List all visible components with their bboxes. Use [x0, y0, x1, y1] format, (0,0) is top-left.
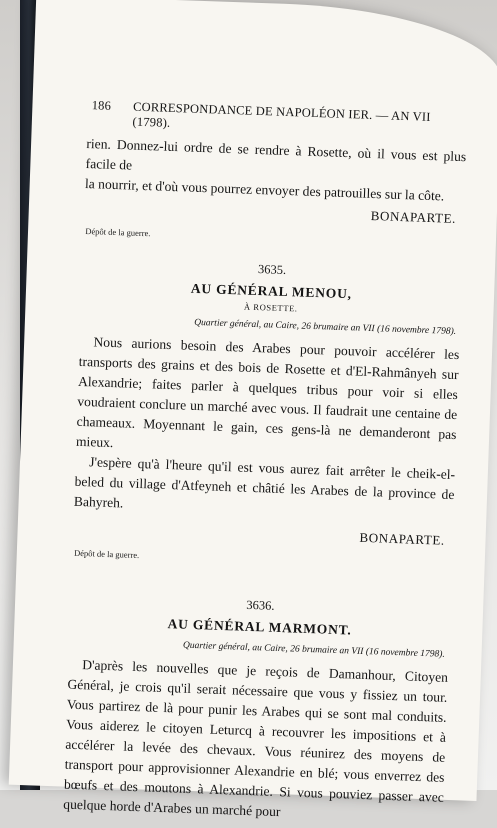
signature-top: BONAPARTE.: [370, 207, 457, 226]
letter-number-3636: 3636.: [246, 597, 275, 613]
letter1-paragraph-1: Nous aurions besoin des Arabes pour pouvoir accélérer les transports des grains et des bois de Rosette et d'El-Rahmânyeh sur Alexandrie; faites parler à quelques tribus pour voir si elles voudraient conclure un marché avec vous. Il faudrait une centaine de chameaux. Moyennant le gain, ces gens-là ne demanderont pas mieux.: [75, 334, 460, 451]
dateline-3636: Quartier général, au Caire, 26 brumaire an VII (16 novembre 1798).: [182, 640, 445, 660]
addressee-marmont: AU GÉNÉRAL MARMONT.: [167, 616, 352, 638]
addressee-menou: AU GÉNÉRAL MENOU,: [190, 280, 353, 302]
place-rosette: À ROSETTE.: [243, 301, 298, 314]
page-number: 186: [91, 98, 112, 113]
header-title: CORRESPONDANCE DE NAPOLÉON IER. — AN VII (1798).: [132, 99, 431, 130]
letter2-paragraph: D'après les nouvelles que je reçois de Damanhour, Citoyen Général, je crois qu'il serait nécessaire que vous y fissiez un tour. Vous partirez de là pour punir les Arabes qui se sont mal conduits. Vous aiderez le citoyen Leturcq à recouvrer les impositions et à accélérer la levée des chevaux. Vous réunirez des moyens de transport pour approvisionner Alexandrie en blé; vous enverrez des bœufs et des moutons à Alexandrie. Si vous pouviez passer avec quelque horde d'Arabes un marché pour: [63, 657, 449, 820]
signature-3635: BONAPARTE.: [359, 529, 446, 548]
source-note-3635: Dépôt de la guerre.: [73, 547, 140, 561]
dateline-3635: Quartier général, au Caire, 26 brumaire an VII (16 novembre 1798).: [194, 317, 457, 337]
top-line-1: rien. Donnez-lui ordre de se rendre à Rosette, où il vous est plus facile de: [85, 135, 467, 173]
top-line-2: la nourrir, et d'où vous pourrez envoyer des patrouilles sur la côte.: [84, 175, 445, 204]
source-note-top: Dépôt de la guerre.: [85, 225, 151, 239]
page-content: [63, 98, 468, 828]
letter-number-3635: 3635.: [257, 262, 287, 278]
letter1-paragraph-2: J'espère qu'à l'heure qu'il est vous aurez fait arrêter le cheik-el-beled du village d'Atfeyneh et châtié les Arabes de la province de Bahyreh.: [73, 454, 456, 511]
